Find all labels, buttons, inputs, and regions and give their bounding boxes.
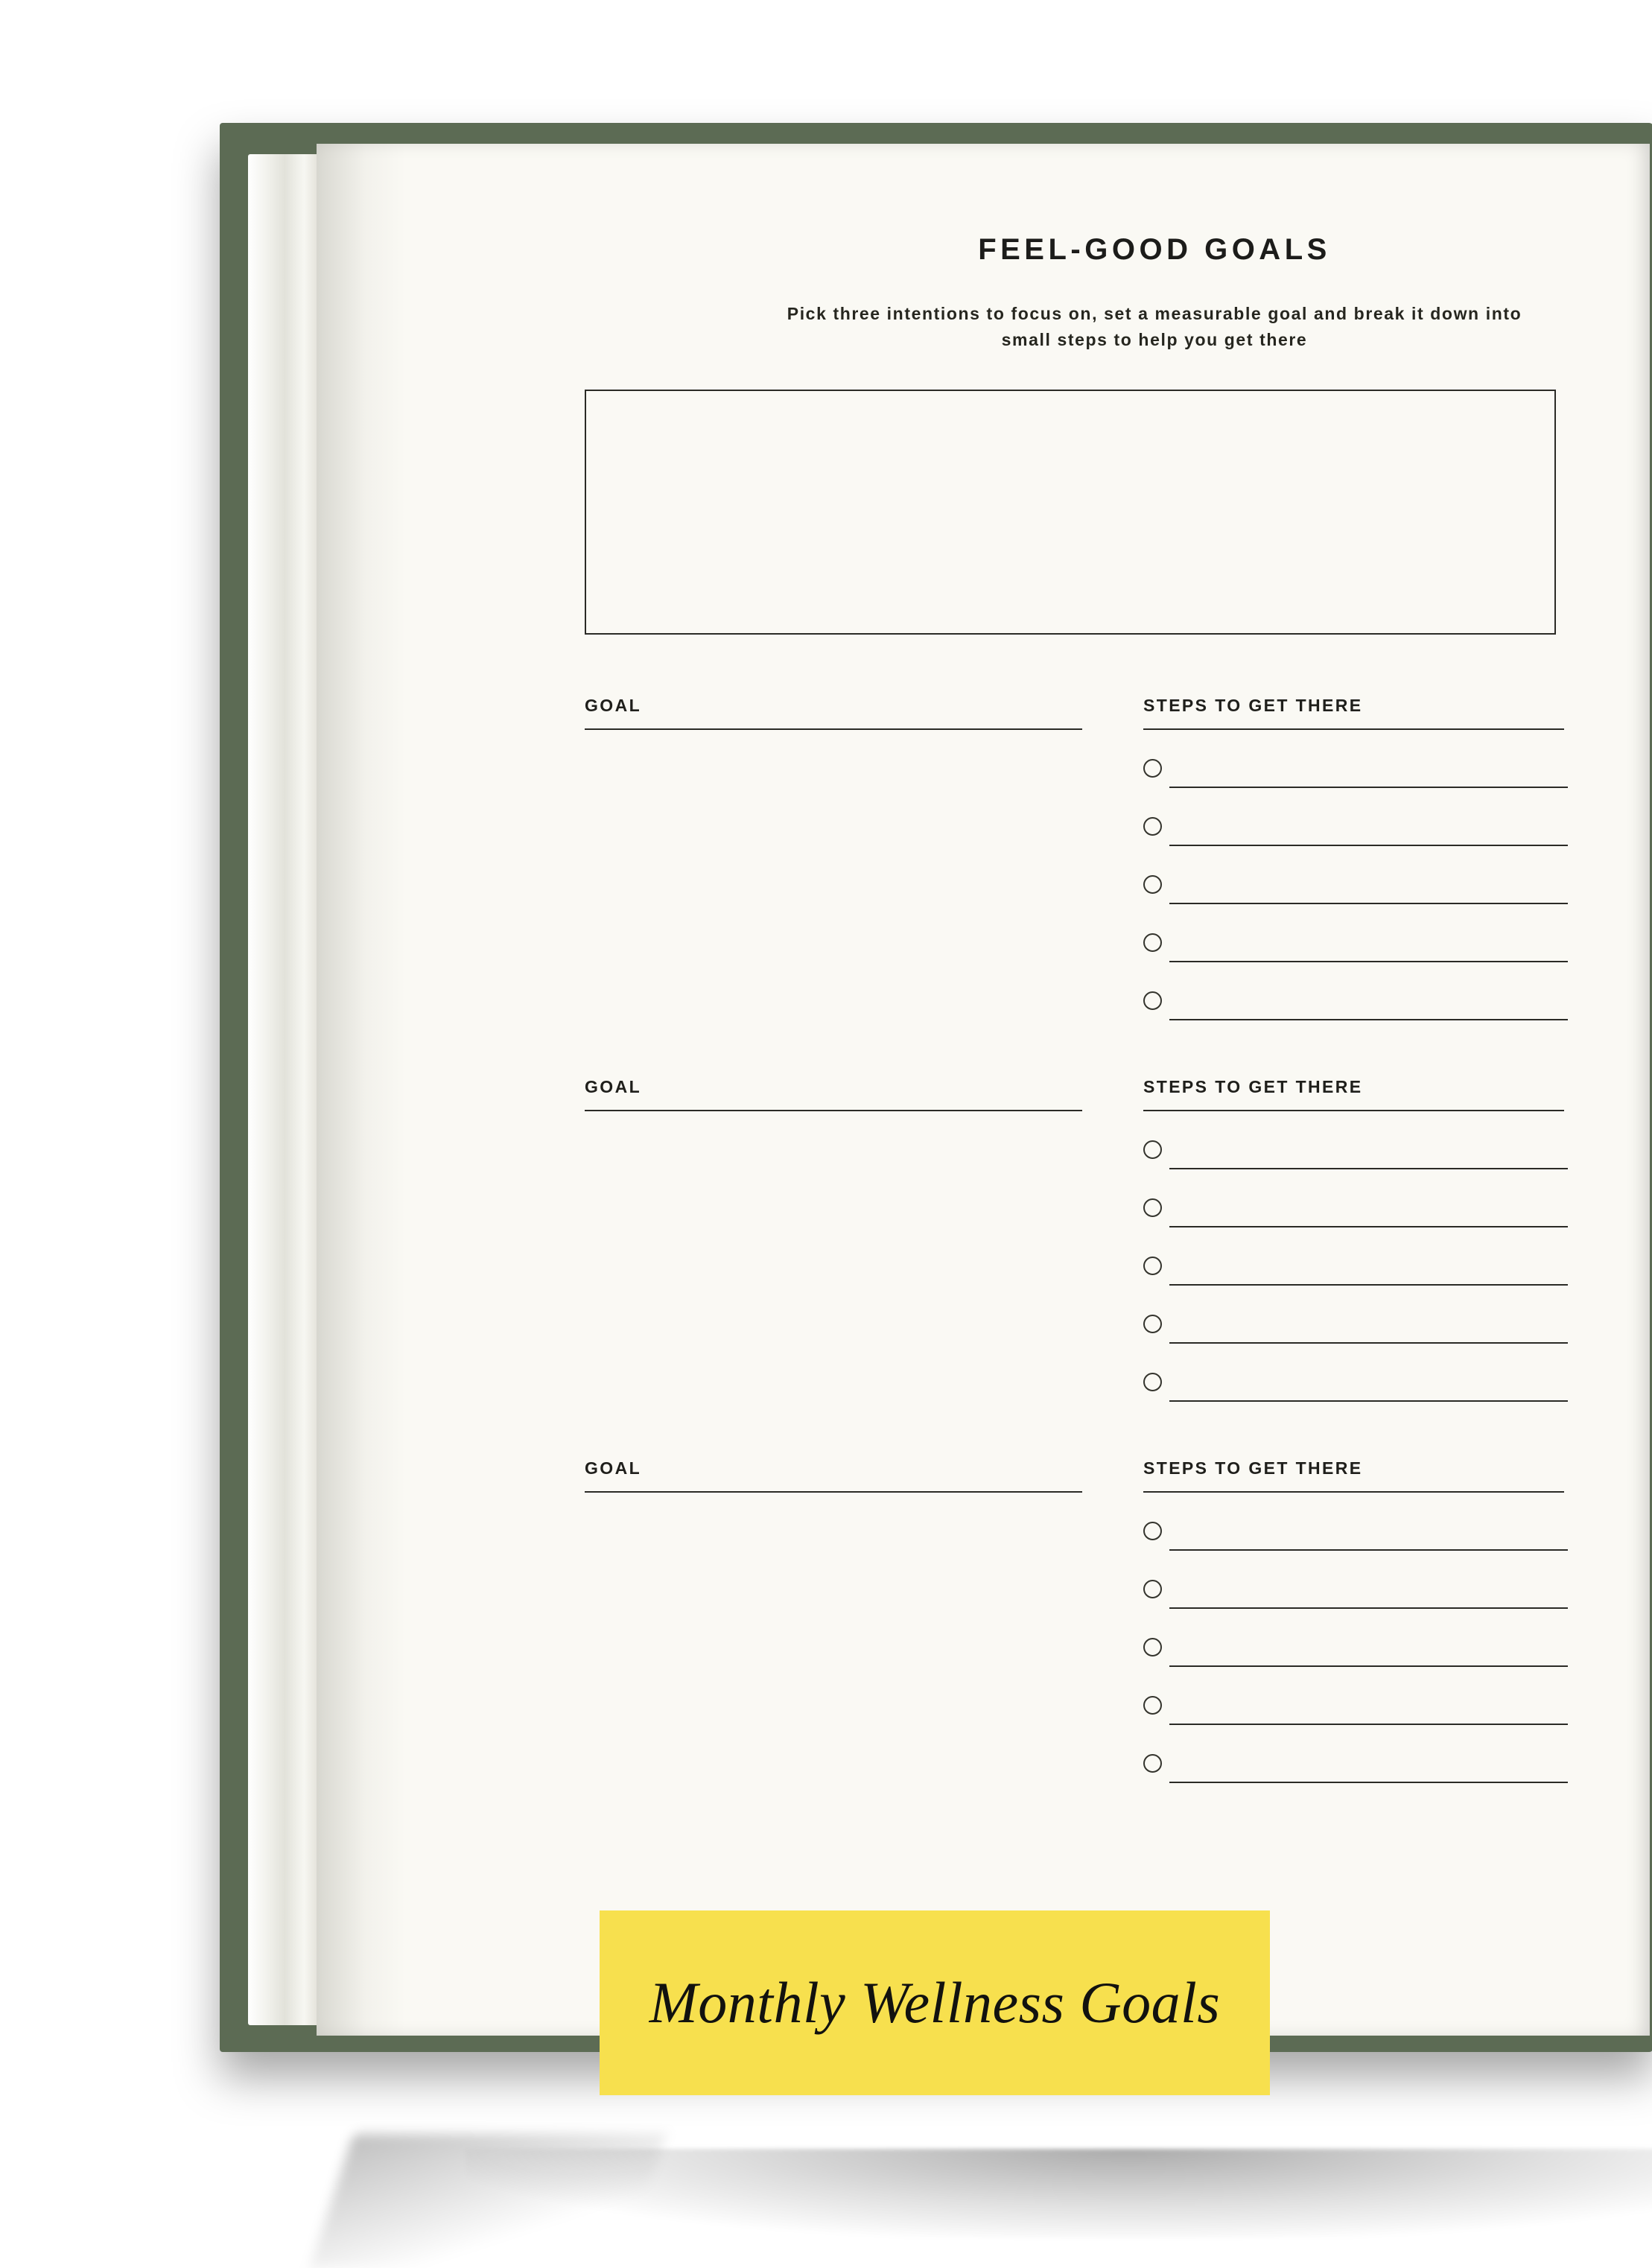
step-row[interactable] [1143, 1609, 1568, 1667]
circle-checkbox-icon[interactable] [1143, 1754, 1162, 1773]
goal-label-2: GOAL [585, 1077, 642, 1096]
step-write-line[interactable] [1169, 1342, 1568, 1344]
page-subtitle: Pick three intentions to focus on, set a measurable goal and break it down into small steps to help you get there [787, 304, 1522, 349]
step-write-line[interactable] [1169, 1284, 1568, 1286]
step-row[interactable] [1143, 1227, 1568, 1286]
circle-checkbox-icon[interactable] [1143, 1140, 1162, 1159]
step-row[interactable] [1143, 1551, 1568, 1609]
journal-mockup [220, 123, 1652, 2052]
step-row[interactable] [1143, 1286, 1568, 1344]
step-row[interactable] [1143, 1169, 1568, 1227]
goal-label-3: GOAL [585, 1458, 642, 1478]
goal-section-3 [585, 1458, 1568, 1783]
caption-text: Monthly Wellness Goals [649, 1970, 1221, 2035]
goal-column-3 [585, 1458, 1084, 1783]
circle-checkbox-icon[interactable] [1143, 991, 1162, 1010]
circle-checkbox-icon[interactable] [1143, 1315, 1162, 1333]
step-row[interactable] [1143, 1111, 1568, 1169]
step-write-line[interactable] [1169, 1400, 1568, 1402]
page-title: FEEL-GOOD GOALS [978, 233, 1331, 266]
circle-checkbox-icon[interactable] [1143, 933, 1162, 952]
circle-checkbox-icon[interactable] [1143, 1580, 1162, 1598]
goal-section-1 [585, 696, 1568, 1020]
step-row[interactable] [1143, 1493, 1568, 1551]
step-row[interactable] [1143, 962, 1568, 1020]
steps-label-3: STEPS TO GET THERE [1143, 1458, 1363, 1478]
caption-banner [600, 1910, 1270, 2095]
steps-column-1 [1143, 696, 1568, 1020]
step-write-line[interactable] [1169, 1019, 1568, 1020]
goal-label-1: GOAL [585, 696, 642, 715]
steps-label-2: STEPS TO GET THERE [1143, 1077, 1363, 1096]
goal-column-2 [585, 1077, 1084, 1402]
circle-checkbox-icon[interactable] [1143, 1198, 1162, 1217]
circle-checkbox-icon[interactable] [1143, 1373, 1162, 1391]
step-row[interactable] [1143, 730, 1568, 788]
step-write-line[interactable] [1169, 787, 1568, 788]
goal-column-1 [585, 696, 1084, 1020]
notes-box[interactable] [585, 390, 1556, 635]
page-gutter-shading [317, 144, 406, 2036]
step-row[interactable] [1143, 1667, 1568, 1725]
step-write-line[interactable] [1169, 1168, 1568, 1169]
goal-section-2 [585, 1077, 1568, 1402]
step-write-line[interactable] [1169, 1782, 1568, 1783]
circle-checkbox-icon[interactable] [1143, 1696, 1162, 1715]
circle-checkbox-icon[interactable] [1143, 875, 1162, 894]
goal-space-1 [585, 730, 1084, 953]
circle-checkbox-icon[interactable] [1143, 1257, 1162, 1275]
step-write-line[interactable] [1169, 1549, 1568, 1551]
step-write-line[interactable] [1169, 1607, 1568, 1609]
step-write-line[interactable] [1169, 903, 1568, 904]
step-row[interactable] [1143, 846, 1568, 904]
step-write-line[interactable] [1169, 961, 1568, 962]
step-write-line[interactable] [1169, 845, 1568, 846]
step-row[interactable] [1143, 788, 1568, 846]
step-row[interactable] [1143, 1344, 1568, 1402]
goal-space-2 [585, 1111, 1084, 1335]
step-row[interactable] [1143, 1725, 1568, 1783]
page-content [585, 233, 1598, 1840]
circle-checkbox-icon[interactable] [1143, 817, 1162, 836]
circle-checkbox-icon[interactable] [1143, 759, 1162, 778]
book-drop-shadow [466, 2149, 1652, 2238]
step-row[interactable] [1143, 904, 1568, 962]
step-write-line[interactable] [1169, 1226, 1568, 1227]
circle-checkbox-icon[interactable] [1143, 1522, 1162, 1540]
goal-space-3 [585, 1493, 1084, 1716]
steps-label-1: STEPS TO GET THERE [1143, 696, 1363, 715]
circle-checkbox-icon[interactable] [1143, 1638, 1162, 1656]
printed-page [317, 144, 1650, 2036]
steps-column-3 [1143, 1458, 1568, 1783]
step-write-line[interactable] [1169, 1724, 1568, 1725]
step-write-line[interactable] [1169, 1665, 1568, 1667]
steps-column-2 [1143, 1077, 1568, 1402]
